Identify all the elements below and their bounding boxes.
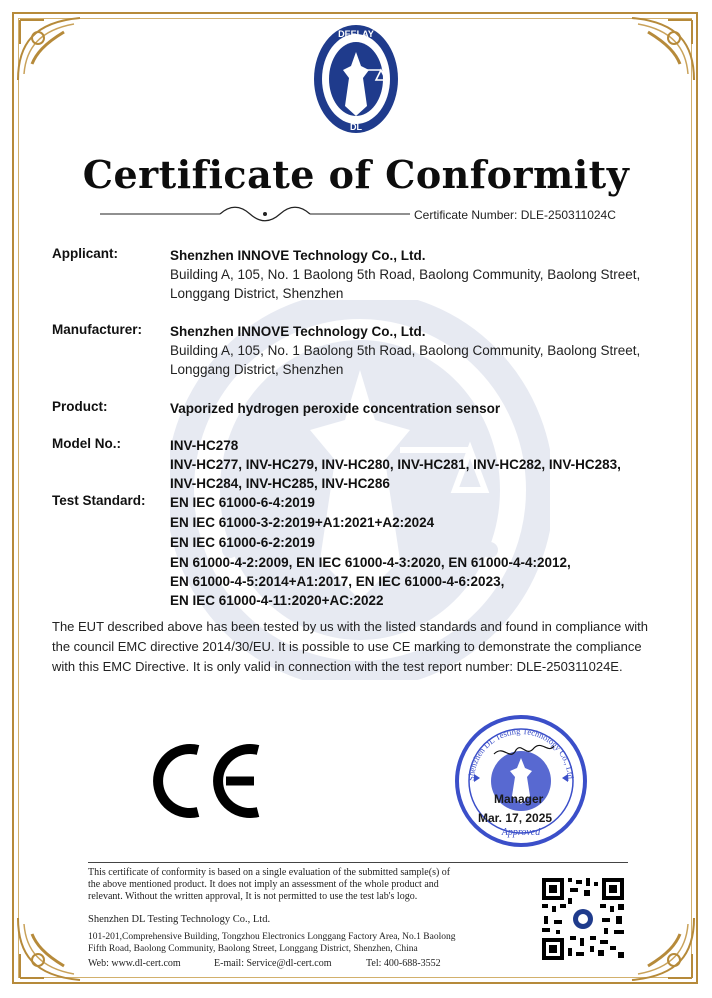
footer-email-link[interactable]: E-mail: Service@dl-cert.com <box>214 958 332 969</box>
ce-mark-icon <box>148 742 266 820</box>
logo-top-text: DEELAY <box>338 29 374 39</box>
model-list-line2: INV-HC277, INV-HC279, INV-HC280, INV-HC281, INV-HC282, INV-HC283, <box>170 457 621 472</box>
address-line: 101-201,Comprehensive Building, Tongzhou Electronics Longgang Factory Area, No.1 Baolong <box>88 932 456 942</box>
applicant-label: Applicant: <box>52 246 118 261</box>
signer-role: Manager <box>494 792 544 806</box>
applicant-address-line2: Longgang District, Shenzhen <box>170 286 344 301</box>
qr-code-icon[interactable] <box>540 876 626 962</box>
disclaimer-line: relevant. Without the written approval, It is not permitted to use the test lab's logo. <box>88 891 418 902</box>
footer-disclaimer <box>88 867 528 903</box>
test-standard-label: Test Standard: <box>52 493 146 508</box>
logo-bottom-text: DL <box>350 122 362 132</box>
applicant-name: Shenzhen INNOVE Technology Co., Ltd. <box>170 248 426 263</box>
disclaimer-line: the above mentioned product. It does not imply an assessment of the whole product and <box>88 879 439 890</box>
statement-line: the council EMC directive 2014/30/EU. It is possible to use CE marking to demonstrate the compliance <box>52 639 642 654</box>
stamp-ring-text: Shenzhen DL Testing Technology Co., Ltd. <box>465 725 577 782</box>
deelay-logo-icon <box>311 22 401 137</box>
address-line: Fifth Road, Baolong Community, Baolong Street, Longgang District, Shenzhen, China <box>88 944 418 954</box>
title-flourish-ornament <box>100 203 410 225</box>
footer-company-name: Shenzhen DL Testing Technology Co., Ltd. <box>88 914 271 925</box>
signing-date: Mar. 17, 2025 <box>478 811 553 825</box>
applicant-address-line1: Building A, 105, No. 1 Baolong 5th Road, Baolong Community, Baolong Street, <box>170 267 641 282</box>
corner-ornament-top-right <box>628 14 698 84</box>
test-standard-line: EN 61000-4-5:2014+A1:2017, EN IEC 61000-4-6:2023, <box>170 574 505 589</box>
model-list-line3: INV-HC284, INV-HC285, INV-HC286 <box>170 476 390 491</box>
manufacturer-name: Shenzhen INNOVE Technology Co., Ltd. <box>170 324 426 339</box>
corner-ornament-top-left <box>14 14 84 84</box>
test-standard-line: EN IEC 61000-6-4:2019 <box>170 495 315 510</box>
test-standard-line: EN 61000-4-2:2009, EN IEC 61000-4-3:2020, EN 61000-4-4:2012, <box>170 555 571 570</box>
approval-stamp-icon <box>454 714 588 848</box>
test-standard-line: EN IEC 61000-3-2:2019+A1:2021+A2:2024 <box>170 515 435 530</box>
model-main: INV-HC278 <box>170 438 239 453</box>
manufacturer-label: Manufacturer: <box>52 322 143 337</box>
product-value: Vaporized hydrogen peroxide concentration sensor <box>170 401 501 416</box>
manufacturer-address-line1: Building A, 105, No. 1 Baolong 5th Road, Baolong Community, Baolong Street, <box>170 343 641 358</box>
statement-line: with this EMC Directive. It is only valid in connection with the test report number: DLE-250311024E. <box>52 659 623 674</box>
test-standard-line: EN IEC 61000-4-11:2020+AC:2022 <box>170 593 384 608</box>
product-label: Product: <box>52 399 108 414</box>
test-standard-line: EN IEC 61000-6-2:2019 <box>170 535 315 550</box>
stamp-approved-text: Approved <box>501 827 541 838</box>
compliance-statement <box>52 617 662 677</box>
footer-tel: Tel: 400-688-3552 <box>366 958 441 969</box>
model-label: Model No.: <box>52 436 121 451</box>
corner-ornament-bottom-right <box>628 914 698 984</box>
corner-ornament-bottom-left <box>14 914 84 984</box>
footer-divider <box>88 862 628 863</box>
page-title: Certificate of Conformity <box>82 152 630 197</box>
footer-web-link[interactable]: Web: www.dl-cert.com <box>88 958 181 969</box>
statement-line: The EUT described above has been tested by us with the listed standards and found in compliance with <box>52 619 648 634</box>
certificate-number: Certificate Number: DLE-250311024C <box>414 208 616 222</box>
disclaimer-line: This certificate of conformity is based on a single evaluation of the submitted sample(s) of <box>88 867 451 878</box>
manufacturer-address-line2: Longgang District, Shenzhen <box>170 362 344 377</box>
footer-address <box>88 931 528 955</box>
